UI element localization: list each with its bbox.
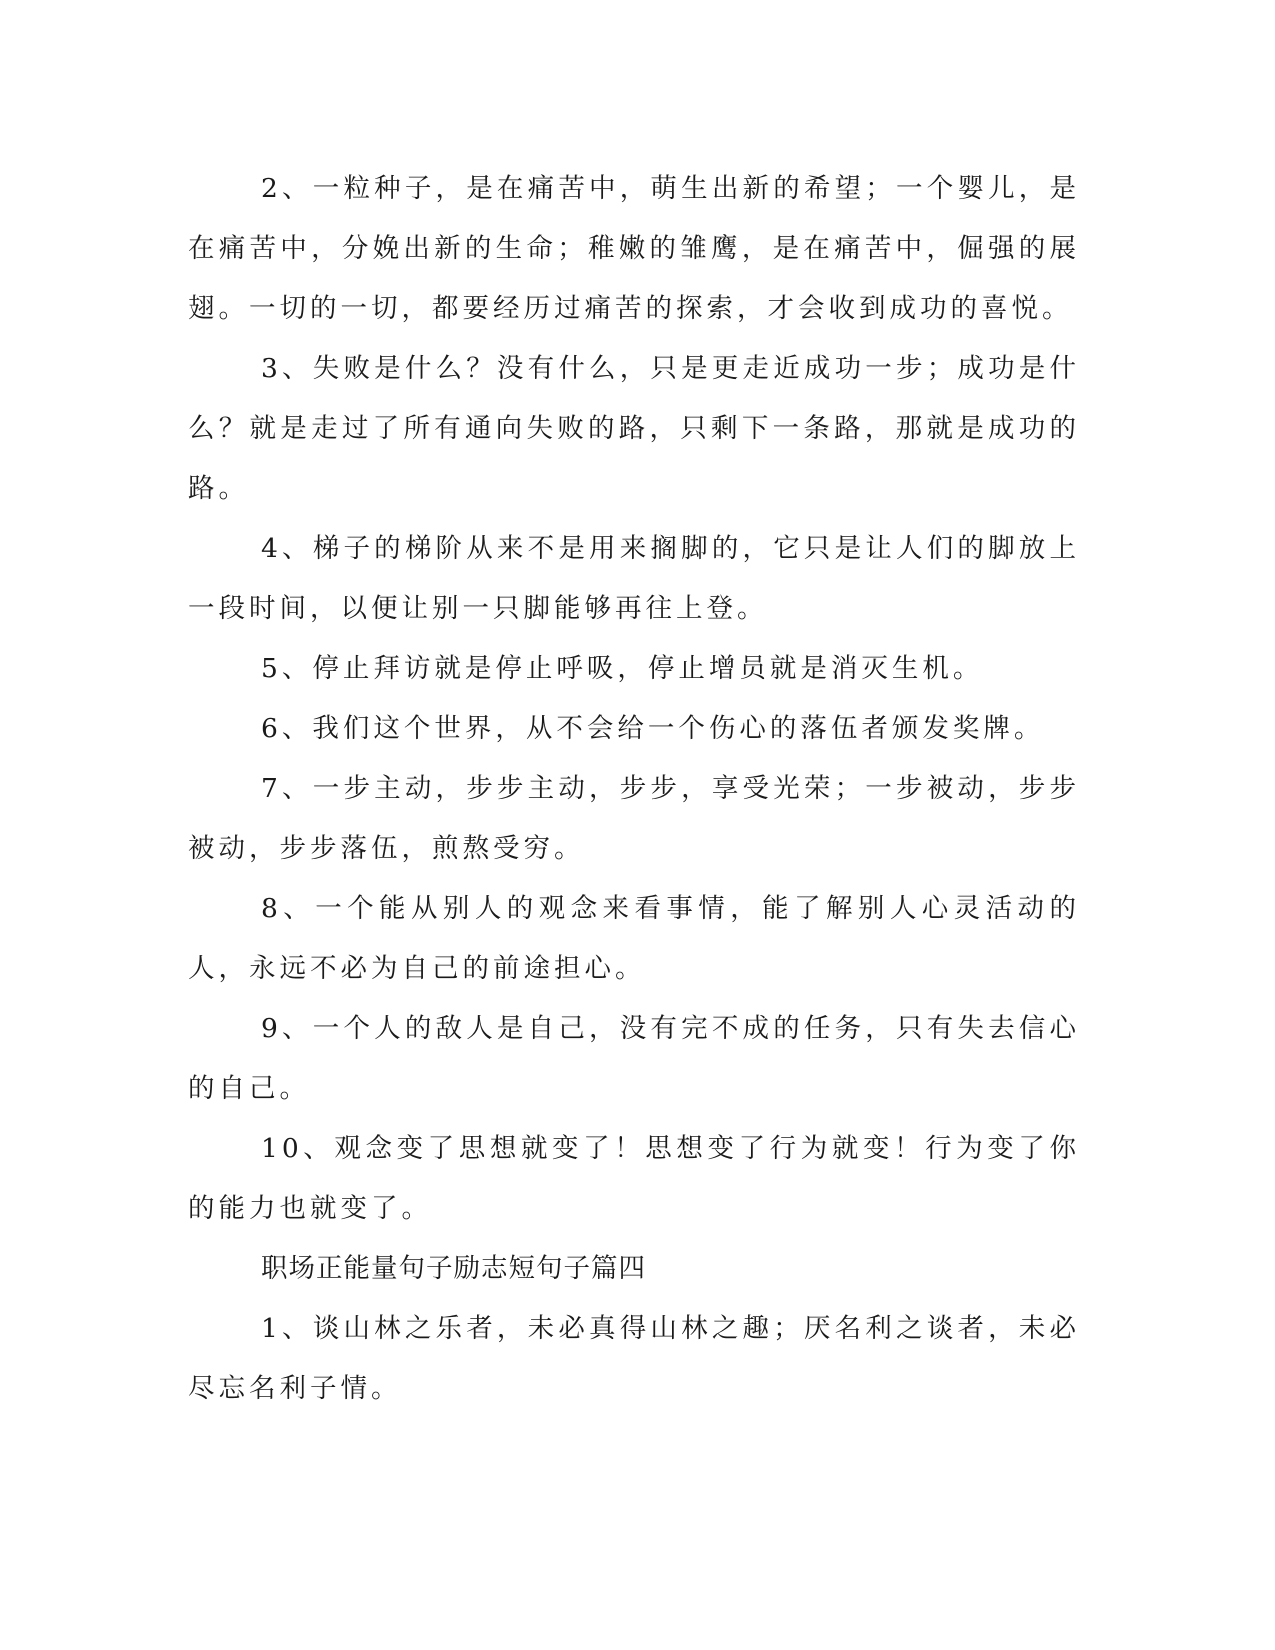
paragraph-6: 6、我们这个世界，从不会给一个伤心的落伍者颁发奖牌。 — [261, 713, 1045, 744]
paragraph-4: 4、梯子的梯阶从来不是用来搁脚的，它只是让人们的脚放上一段时间，以便让别一只脚能够再往上登。 — [188, 533, 1080, 624]
paragraph-5: 5、停止拜访就是停止呼吸，停止增员就是消灭生机。 — [261, 653, 984, 684]
paragraph-10: 10、观念变了思想就变了！思想变了行为就变！行为变了你的能力也就变了。 — [188, 1133, 1080, 1224]
paragraph-7: 7、一步主动，步步主动，步步，享受光荣；一步被动，步步被动，步步落伍，煎熬受穷。 — [188, 773, 1080, 864]
paragraph-2: 2、一粒种子，是在痛苦中，萌生出新的希望；一个婴儿，是在痛苦中，分娩出新的生命；稚嫩的雏鹰，是在痛苦中，倔强的展翅。一切的一切，都要经历过痛苦的探索，才会收到成功的喜悦。 — [188, 173, 1080, 324]
paragraph-8: 8、一个能从别人的观念来看事情，能了解别人心灵活动的人，永远不必为自己的前途担心。 — [188, 893, 1080, 984]
paragraph-3: 3、失败是什么？没有什么，只是更走近成功一步；成功是什么？就是走过了所有通向失败的路，只剩下一条路，那就是成功的路。 — [188, 353, 1080, 504]
section-paragraph-1: 1、谈山林之乐者，未必真得山林之趣；厌名利之谈者，未必尽忘名利子情。 — [188, 1313, 1080, 1404]
document-body — [188, 159, 1080, 1419]
paragraph-9: 9、一个人的敌人是自己，没有完不成的任务，只有失去信心的自己。 — [188, 1013, 1080, 1104]
section-heading: 职场正能量句子励志短句子篇四 — [261, 1253, 646, 1284]
